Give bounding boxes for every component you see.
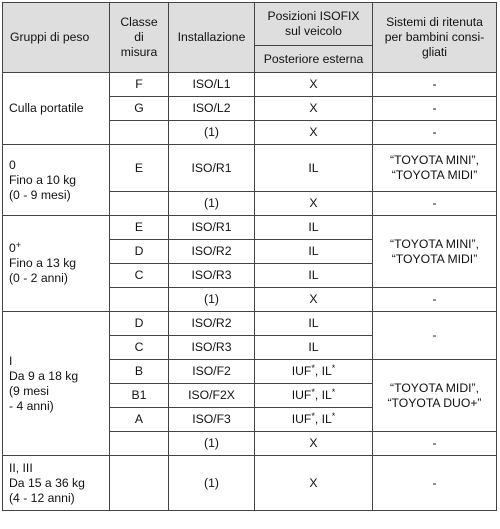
- header-size-class-line: di: [134, 30, 144, 44]
- size-class-cell: C: [110, 336, 169, 360]
- asterisk-superscript: *: [311, 363, 315, 373]
- plus-superscript: +: [15, 240, 22, 250]
- table-header: [3, 3, 497, 73]
- weight-group-label: (0 - 2 anni): [9, 271, 68, 285]
- weight-group-label: I: [9, 353, 13, 368]
- table-row: [3, 73, 497, 97]
- size-class-cell: F: [110, 73, 169, 97]
- asterisk-superscript: *: [311, 411, 315, 421]
- size-class-cell: [110, 456, 169, 511]
- recommended-cell: “TOYOTA MINI”, “TOYOTA MIDI”: [373, 145, 497, 192]
- position-cell: IL: [255, 312, 373, 336]
- recommended-cell: -: [373, 432, 497, 456]
- header-recommended-line: per bambini consi-: [384, 30, 485, 44]
- table-row: [3, 145, 497, 192]
- recommended-cell: -: [373, 456, 497, 511]
- recommended-cell: -: [373, 288, 497, 312]
- installation-cell: (1): [169, 432, 255, 456]
- header-installation: Installazione: [169, 3, 255, 73]
- weight-group-label: (4 - 12 anni): [9, 490, 75, 505]
- position-cell: IUF*, IL*: [255, 360, 373, 384]
- weight-group-label: Da 9 a 18 kg: [9, 368, 79, 383]
- header-recommended-systems: [373, 3, 497, 73]
- recommended-cell: -: [373, 312, 497, 360]
- position-cell: X: [255, 432, 373, 456]
- weight-group-number: 0: [9, 241, 16, 255]
- recommended-cell: -: [373, 73, 497, 97]
- position-cell: IUF*, IL*: [255, 408, 373, 432]
- table-row: [3, 216, 497, 240]
- weight-group-cell: [3, 456, 110, 511]
- position-cell: X: [255, 192, 373, 216]
- position-cell: IL: [255, 264, 373, 288]
- installation-cell: ISO/R1: [169, 216, 255, 240]
- weight-group-label: II, III: [9, 460, 33, 475]
- weight-group-label: Fino a 13 kg: [9, 256, 77, 270]
- asterisk-superscript: *: [311, 387, 315, 397]
- size-class-cell: [110, 432, 169, 456]
- header-isofix-positions: [255, 3, 373, 46]
- weight-group-label: Culla portatile: [9, 101, 84, 115]
- header-size-class-line: misura: [120, 45, 158, 59]
- installation-cell: (1): [169, 121, 255, 145]
- header-size-class: [110, 3, 169, 73]
- weight-group-cell: [3, 145, 110, 216]
- position-cell: IL: [255, 240, 373, 264]
- recommended-cell: -: [373, 121, 497, 145]
- asterisk-superscript: *: [331, 411, 336, 421]
- position-cell: IL: [255, 336, 373, 360]
- weight-group-cell: [3, 312, 110, 456]
- position-cell: X: [255, 456, 373, 511]
- size-class-cell: B1: [110, 384, 169, 408]
- installation-cell: ISO/L1: [169, 73, 255, 97]
- size-class-cell: B: [110, 360, 169, 384]
- header-isofix-line: Posizioni ISOFIX: [267, 9, 360, 23]
- installation-cell: ISO/R1: [169, 145, 255, 192]
- position-cell: X: [255, 97, 373, 121]
- position-cell: IL: [255, 216, 373, 240]
- position-cell: X: [255, 288, 373, 312]
- weight-group-label: (0 - 9 mesi): [9, 187, 71, 202]
- position-cell: X: [255, 73, 373, 97]
- weight-group-cell: [3, 73, 110, 145]
- recommended-cell: “TOYOTA MIDI”, “TOYOTA DUO+”: [373, 360, 497, 432]
- table-row: [3, 456, 497, 511]
- weight-group-label: [9, 241, 106, 256]
- header-size-class-line: Classe: [120, 15, 158, 29]
- isofix-compatibility-table: [2, 2, 497, 511]
- position-cell: IL: [255, 145, 373, 192]
- size-class-cell: [110, 288, 169, 312]
- installation-cell: ISO/R2: [169, 312, 255, 336]
- size-class-cell: G: [110, 97, 169, 121]
- size-class-cell: [110, 121, 169, 145]
- installation-cell: (1): [169, 288, 255, 312]
- installation-cell: ISO/F2X: [169, 384, 255, 408]
- size-class-cell: [110, 192, 169, 216]
- size-class-cell: C: [110, 264, 169, 288]
- installation-cell: ISO/R2: [169, 240, 255, 264]
- recommended-cell: -: [373, 192, 497, 216]
- installation-cell: ISO/F3: [169, 408, 255, 432]
- size-class-cell: D: [110, 240, 169, 264]
- weight-group-label: (9 mesi: [9, 383, 49, 398]
- header-recommended-line: gliati: [421, 45, 448, 59]
- weight-group-label: - 4 anni): [9, 398, 54, 413]
- position-cell: IUF*, IL*: [255, 384, 373, 408]
- installation-cell: (1): [169, 192, 255, 216]
- weight-group-label: 0: [9, 157, 16, 172]
- asterisk-superscript: *: [331, 363, 336, 373]
- header-weight-groups: Gruppi di peso: [3, 3, 110, 73]
- installation-cell: ISO/L2: [169, 97, 255, 121]
- weight-group-cell: [3, 216, 110, 312]
- size-class-cell: A: [110, 408, 169, 432]
- installation-cell: ISO/R3: [169, 264, 255, 288]
- header-recommended-line: Sistemi di ritenuta: [386, 15, 483, 29]
- table-body: [3, 73, 497, 511]
- asterisk-superscript: *: [331, 387, 336, 397]
- size-class-cell: D: [110, 312, 169, 336]
- recommended-cell: -: [373, 97, 497, 121]
- weight-group-label: Fino a 10 kg: [9, 172, 77, 187]
- weight-group-label: Da 15 a 36 kg: [9, 475, 85, 490]
- recommended-cell: “TOYOTA MINI”, “TOYOTA MIDI”: [373, 216, 497, 288]
- installation-cell: ISO/F2: [169, 360, 255, 384]
- size-class-cell: E: [110, 216, 169, 240]
- header-rear-outer: Posteriore esterna: [255, 46, 373, 73]
- header-isofix-line: sul veicolo: [285, 24, 342, 38]
- size-class-cell: E: [110, 145, 169, 192]
- position-cell: X: [255, 121, 373, 145]
- installation-cell: (1): [169, 456, 255, 511]
- installation-cell: ISO/R3: [169, 336, 255, 360]
- table-row: [3, 312, 497, 336]
